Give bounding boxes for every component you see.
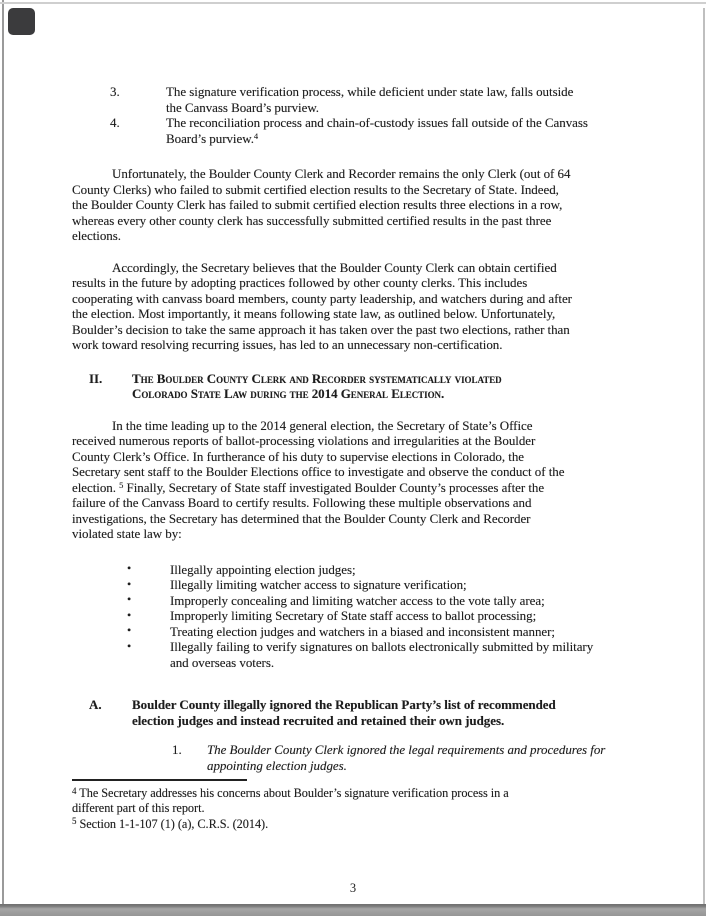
numbered-list xyxy=(72,84,632,146)
bullet-item: • Treating election judges and watchers in a biased and inconsistent manner; xyxy=(127,623,555,639)
footnote-ref-5: 5 xyxy=(119,479,124,490)
footnote-marker: 4 xyxy=(72,785,77,796)
list-item xyxy=(72,115,632,146)
footnote-separator xyxy=(72,779,247,781)
sub-item-number: 1. xyxy=(172,742,182,757)
list-item-number: 4. xyxy=(110,115,120,130)
page-left-edge xyxy=(2,0,4,916)
page-bottom-strip xyxy=(0,904,706,916)
list-item-number: 3. xyxy=(110,84,120,99)
section-heading-text: Boulder County illegally ignored the Republican Party’s list of recommended election judges and instead recruited and retained their own judges. xyxy=(132,697,556,728)
bullet-item: • Illegally limiting watcher access to signature verification; xyxy=(127,576,467,592)
page-number: 3 xyxy=(349,881,357,895)
section-heading-label: II. xyxy=(89,370,103,386)
section-heading-text: The Boulder County Clerk and Recorder systematically violated Colorado State Law during the 2014 General Election. xyxy=(132,370,502,401)
list-item-text: The signature verification process, while deficient under state law, falls outside the Canvass Board’s purview. xyxy=(166,84,574,115)
sub-item-1 xyxy=(72,742,632,773)
bullet-icon: • xyxy=(127,576,132,591)
footnotes xyxy=(72,779,632,832)
footnote-ref-4: 4 xyxy=(253,130,259,141)
sub-item-text: The Boulder County Clerk ignored the legal requirements and procedures for appointing election judges. xyxy=(207,742,606,773)
section-heading-label: A. xyxy=(89,697,102,712)
page-right-edge xyxy=(703,8,705,916)
footnote: $^4$ The Secretary addresses his concerns about Boulder’s signature verification process in a different part of this report. xyxy=(72,785,509,816)
bullet-icon: • xyxy=(127,561,132,575)
list-item xyxy=(72,84,632,115)
footnote-marker: 5 xyxy=(72,816,77,827)
page-top-edge xyxy=(0,2,706,4)
section-heading-ii xyxy=(72,371,632,402)
bullet-item: • Illegally failing to verify signatures on ballots electronically submitted by military and overseas voters. xyxy=(127,638,594,670)
bullet-item: • Improperly limiting Secretary of State staff access to ballot processing; xyxy=(127,607,537,623)
corner-mark xyxy=(8,8,35,35)
bullet-item: • Illegally appointing election judges; xyxy=(127,561,356,577)
paragraph: Unfortunately, the Boulder County Clerk and Recorder remains the only Clerk (out of 64 County Clerks) who failed to submit certified election results to the Secretary of State. Indeed, the Boulder County Clerk has failed to submit certified election results three elections in a row, whereas every other county clerk has successfully submitted certified results in the past three elections. xyxy=(72,166,571,243)
section-heading-a xyxy=(72,697,632,728)
paragraph: Accordingly, the Secretary believes that the Boulder County Clerk can obtain certified results in the future by adopting practices followed by other county clerks. This includes cooperating with canvass board members, county party leadership, and watchers during and after the election. Most importantly, it means following state law, as outlined below. Unfortunately, Boulder’s decision to take the same approach it has taken over the past two elections, rather than work toward resolving recurring issues, has led to an unnecessary non-certification. xyxy=(72,259,572,352)
bullet-icon: • xyxy=(127,592,132,606)
bullet-icon: • xyxy=(127,607,132,622)
bullet-list xyxy=(72,562,632,671)
bullet-icon: • xyxy=(127,638,132,653)
footnote: $^5$ Section 1-1-107 (1) (a), C.R.S. (2014). xyxy=(72,816,269,831)
bullet-icon: • xyxy=(127,623,132,637)
bullet-item: • Improperly concealing and limiting watcher access to the vote tally area; xyxy=(127,592,545,608)
list-item-text: The reconciliation process and chain-of-custody issues fall outside of the Canvass Board’s purview.$^4$ xyxy=(166,115,588,146)
page-content xyxy=(72,84,632,832)
paragraph: In the time leading up to the 2014 general election, the Secretary of State’s Office received numerous reports of ballot-processing violations and irregularities at the Boulder County Clerk’s Office. In furtherance of his duty to supervise elections in Colorado, the Secretary sent staff to the Boulder Elections office to investigate and observe the conduct of the election. $^5$ Finally, Secretary of State staff investigated Boulder County’s processes after the failure of the Canvass Board to certify results. Following these multiple observations and investigations, the Secretary has determined that the Boulder County Clerk and Recorder violated state law by: xyxy=(72,417,565,541)
